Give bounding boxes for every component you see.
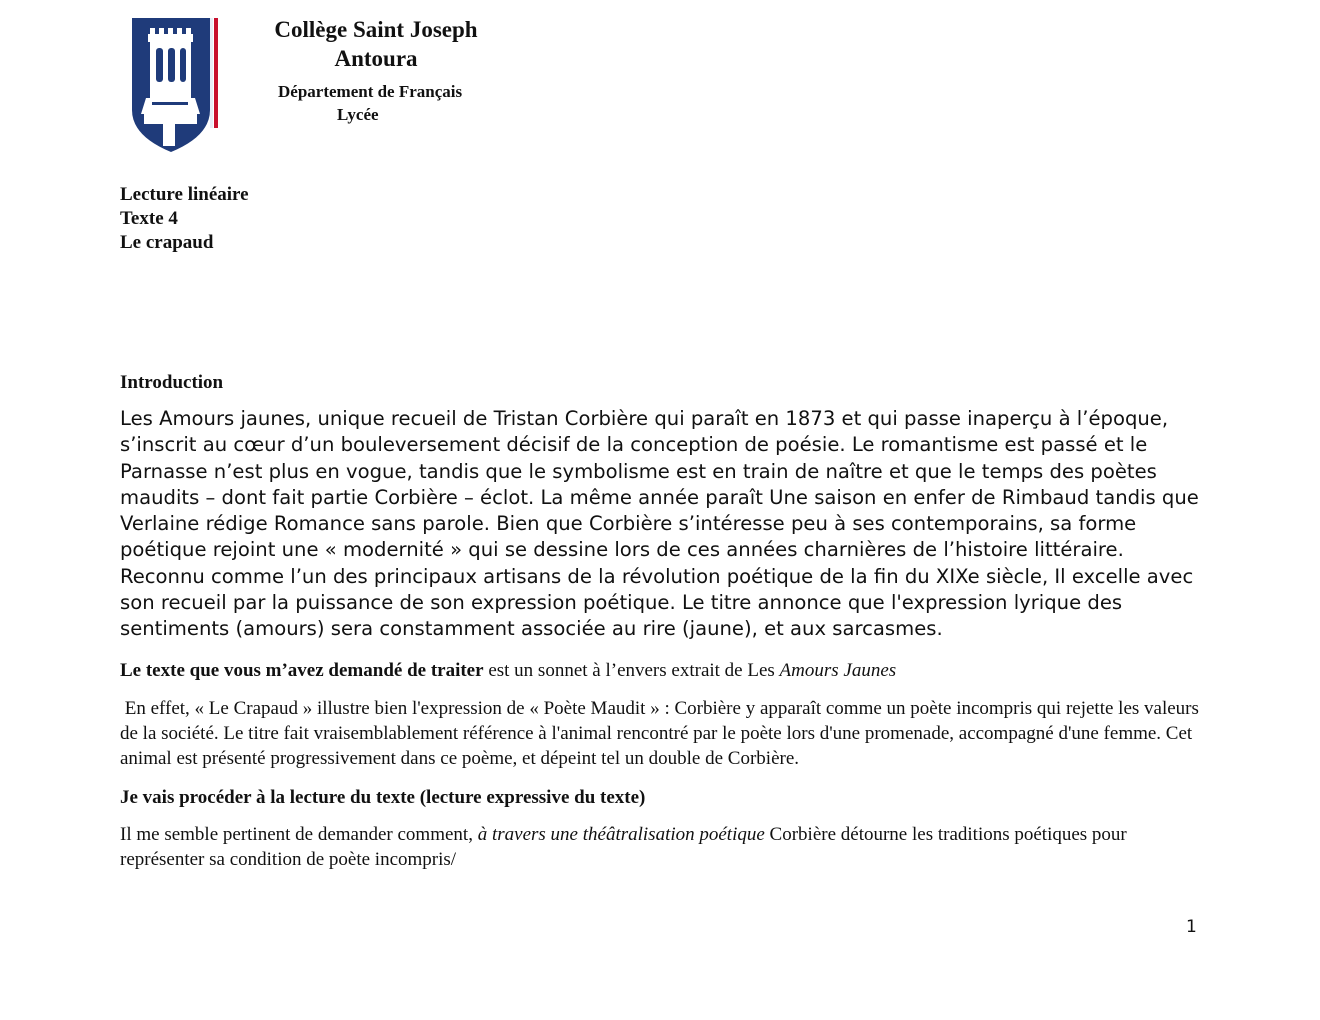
- introduction-paragraph: Les Amours jaunes, unique recueil de Tristan Corbière qui paraît en 1873 et qui passe inaperçu à l’époque, s’inscrit au cœur d’un bouleversement décisif de la conception de poésie. Le romantisme est passé et le Parnasse n’est plus en vogue, tandis que le symbolisme est en train de naître et que le temps des poètes maudits – dont fait partie Corbière – éclot. La même année paraît Une saison en enfer de Rimbaud tandis que Verlaine rédige Romance sans parole. Bien que Corbière s’intéresse peu à ses contemporains, sa forme poétique rejoint une « modernité » qui se dessine lors de ces années charnières de l’histoire littéraire. Reconnu comme l’un des principaux artisans de la révolution poétique de la fin du XIXe siècle, Il excelle avec son recueil par la puissance de son expression poétique. Le titre annonce que l'expression lyrique des sentiments (amours) sera constamment associée au rire (jaune), et aux sarcasmes.: [120, 407, 1199, 641]
- text-title: Le crapaud: [120, 232, 214, 253]
- problem-paragraph: [120, 822, 1210, 872]
- problem-end: Corbière détourne les traditions poétiques pour représenter sa condition de poète incompris/: [120, 824, 1127, 870]
- collection-title: Amours Jaunes: [779, 660, 897, 681]
- page-number: 1: [1186, 917, 1197, 937]
- department-name: Département de Français: [278, 82, 463, 101]
- problem-italic: à travers une théâtralisation poétique: [477, 824, 765, 845]
- school-crest-logo: [128, 14, 224, 154]
- document-meta: [120, 183, 249, 255]
- text-number: Texte 4: [120, 208, 178, 229]
- sonnet-text: est un sonnet à l’envers extrait de Les: [483, 660, 780, 681]
- problem-start: Il me semble pertinent de demander comment,: [120, 824, 478, 845]
- document-type: Lecture linéaire: [120, 184, 249, 205]
- crapaud-paragraph: En effet, « Le Crapaud » illustre bien l'expression de « Poète Maudit » : Corbière y apparaît comme un poète incompris qui rejette les valeurs de la société. Le titre fait vraisemblablement référence à l'animal rencontré par le poète lors d'une promenade, accompagné d'une femme. Cet animal est présenté progressivement dans ce poème, et dépeint tel un double de Corbière.: [120, 698, 1204, 769]
- school-level: Lycée: [337, 105, 379, 124]
- school-location: Antoura: [334, 46, 418, 71]
- sonnet-lead: Le texte que vous m’avez demandé de traiter: [120, 660, 484, 681]
- school-name: Collège Saint Joseph: [274, 17, 478, 42]
- reading-paragraph: Je vais procéder à la lecture du texte (lecture expressive du texte): [120, 787, 646, 808]
- sonnet-paragraph: [120, 658, 1210, 683]
- introduction-heading: Introduction: [120, 372, 224, 393]
